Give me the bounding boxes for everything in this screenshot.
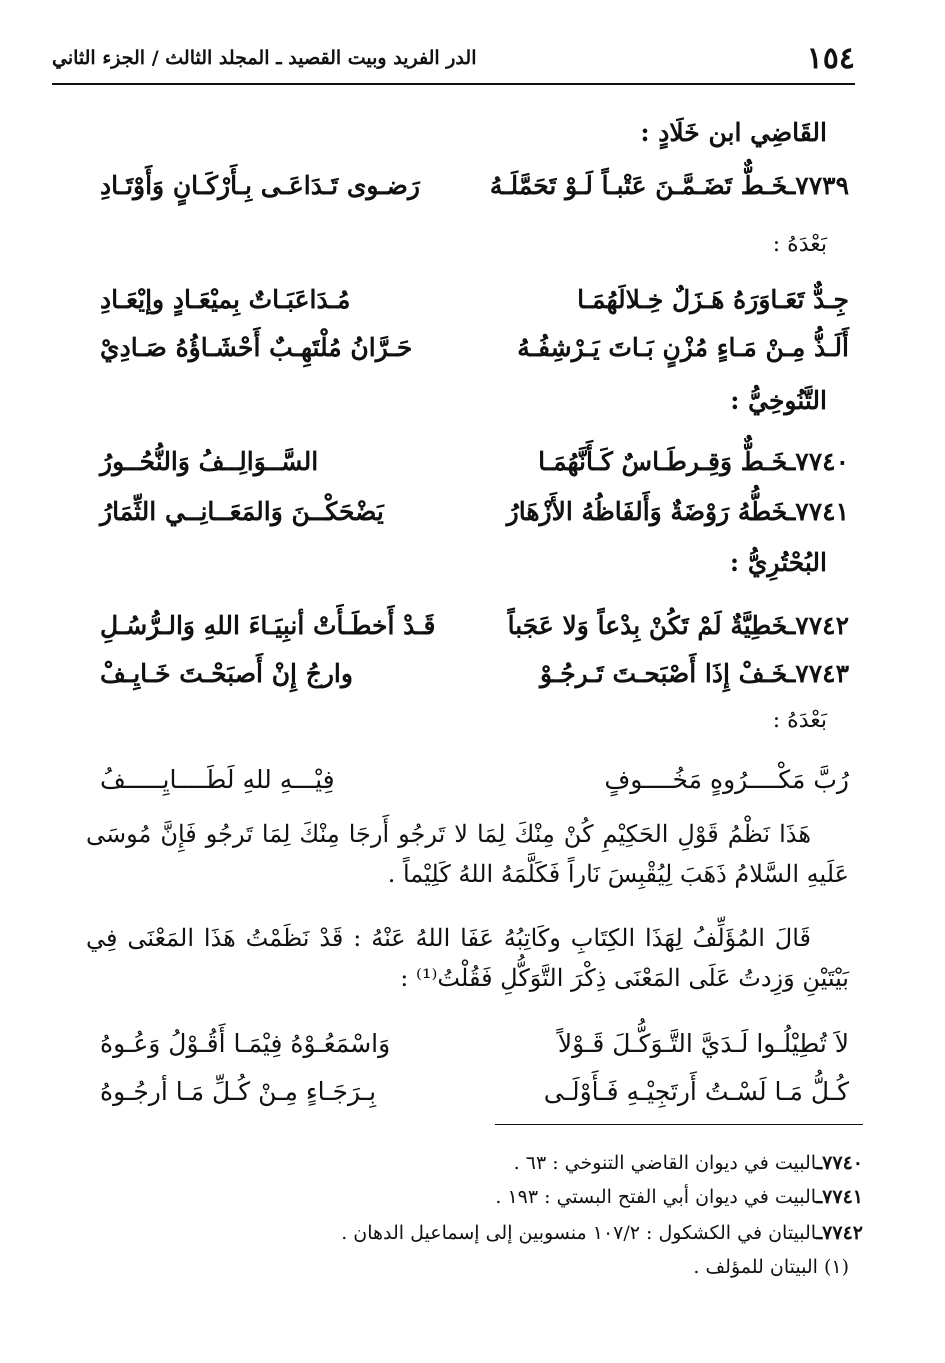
verse-first-hemistich: أَلَـذُّ مِـنْ مَـاءٍ مُزْنٍ بَـاتَ يَـرْشِفُـهُ (517, 332, 849, 362)
poet-heading: التَّنُوخِيُّ : (730, 386, 827, 415)
verse (100, 1070, 849, 1112)
verse-number: ٧٧٤٣ـ (787, 658, 849, 688)
paragraph: قَالَ المُؤَلِّفُ لِهَذَا الكِتَابِ وكَاتِبُهُ عَفَا اللهُ عَنْهُ : قَدْ نَظَمْتُ هَذَا المَعْنَى فِي بَيْتَيْنِ وَزِدتُ عَلَى المَعْنَى ذِكْرَ التَّوَكُّلِ فَقُلْتُ⁽¹⁾ : (86, 924, 849, 992)
footnote-text: البيتان في الكشكول : ١٠٧/٢ منسوبين إلى إسماعيل الدهان . (341, 1222, 817, 1244)
verse-first-hemistich: ٧٧٤٢ـخَطِيَّةٌ لَمْ تَكُنْ بِدْعاً وَلا عَجَباً (507, 610, 849, 640)
verse-first-hemistich: ٧٧٤١ـخَطُّهُ رَوْضَةٌ وَأَلفَاظُهُ الأَزْهَارُ (506, 496, 849, 526)
verse-second-hemistich: وارجُ إِنْ أَصبَحْـتَ خَـايِـفْ (100, 658, 353, 688)
after-label: بَعْدَهُ : (772, 232, 827, 257)
verse-first-hemistich: ٧٧٤٣ـخَـفْ إِذَا أَصْبَحـتَ تَـرجُـوْ (539, 658, 849, 688)
verse (100, 326, 849, 368)
poet-heading: البُحْتُرِيُّ : (729, 548, 827, 577)
footnote (514, 1152, 863, 1174)
footnote-text: البيتان للمؤلف . (693, 1256, 818, 1278)
verse-7742 (100, 604, 849, 646)
after-label: بَعْدَهُ : (772, 708, 827, 733)
footnote (693, 1256, 849, 1278)
verse-second-hemistich: مُـدَاعَبَـاتٌ بِميْعَـادٍ وإيْعَـادِ (100, 284, 351, 314)
footnote (495, 1186, 863, 1208)
verse-first-hemistich: ٧٧٣٩ـخَـطٌّ تَضَـمَّـنَ عَتْبـاً لَـوْ تَحَمَّلَـهُ (489, 170, 849, 200)
footnote-text: البيت في ديوان أبي الفتح البستي : ١٩٣ . (495, 1186, 817, 1208)
verse-7740 (100, 440, 849, 482)
footnote (341, 1222, 863, 1244)
verse-second-hemistich: بِـرَجَـاءٍ مِـنْ كُـلِّ مَـا أرجُـوهُ (100, 1076, 377, 1106)
verse-number: ٧٧٤٠ـ (787, 446, 849, 476)
verse (100, 758, 849, 800)
header-rule (52, 83, 855, 85)
footnote-number: ٧٧٤١ـ (816, 1186, 863, 1208)
verse-7741 (100, 490, 849, 532)
verse-number: ٧٧٤٢ـ (787, 610, 849, 640)
verse-7739 (100, 164, 849, 206)
verse-first-hemistich: جِـدٌّ تَعَـاوَرَهُ هَـزَلٌ خِـلالَهُمَـا (577, 284, 849, 314)
verse (100, 1022, 849, 1064)
verse (100, 278, 849, 320)
footnote-separator (495, 1124, 863, 1125)
paragraph: هَذَا نَظْمُ قَوْلِ الحَكِيْمِ كُنْ مِنْكَ لِمَا لا تَرجُو أَرجَا مِنْكَ لِمَا تَرجُو فَإِنَّ مُوسَى عَلَيهِ السَّلامُ ذَهَبَ لِيُقْبِسَ نَاراً فَكَلَّمَهُ اللهُ كَلِيْماً . (86, 820, 849, 888)
running-title: الدر الفريد وبيت القصيد ـ المجلد الثالث / الجزء الثاني (52, 47, 477, 69)
verse-first-hemistich: ٧٧٤٠ـخَـطٌّ وَقِـرطَـاسٌ كَـأَنَّهُمَـا (538, 446, 849, 476)
verse-first-hemistich: لاَ تُطِيْلُـوا لَـدَيَّ التَّـوَكُّـلَ قَـوْلاً (557, 1028, 849, 1058)
verse-second-hemistich: قَـدْ أَخطَـأَتْ أنبِيَـاءَ اللهِ وَالـرُّسُـلِ (100, 610, 436, 640)
verse-first-hemistich: رُبَّ مَكْــــرُوهٍ مَخُــــوفٍ (604, 764, 849, 794)
verse-number: ٧٧٤١ـ (787, 496, 849, 526)
poet-heading: القَاضِي ابن خَلَادٍ : (640, 118, 827, 147)
verse-second-hemistich: وَاسْمَعُـوْهُ فِيْمَـا أَقُـوْلُ وَعُـوهُ (100, 1028, 391, 1058)
footnote-number: ٧٧٤٠ـ (816, 1152, 863, 1174)
verse-second-hemistich: رَضـوى تَـدَاعَـى بِـأَرْكَـانٍ وَأَوْتَـادِ (100, 170, 420, 200)
page-number: ١٥٤ (806, 40, 855, 76)
verse-second-hemistich: السَّــوَالِــفُ وَالنُّحُــورُ (100, 446, 319, 476)
verse-7743 (100, 652, 849, 694)
verse-second-hemistich: فِيْـــهِ للهِ لَطَــــايِـــــفُ (100, 764, 335, 794)
verse-second-hemistich: يَضْحَكْــنَ وَالمَعَــانِــي الثِّمَارُ (100, 496, 384, 526)
verse-number: ٧٧٣٩ـ (787, 170, 849, 200)
footnote-number: (١) (823, 1256, 849, 1278)
footnote-number: ٧٧٤٢ـ (816, 1222, 863, 1244)
page-header (52, 36, 855, 80)
footnote-text: البيت في ديوان القاضي التنوخي : ٦٣ . (513, 1152, 817, 1174)
verse-first-hemistich: كُـلُّ مَـا لَسْـتُ أَرتَجِيْـهِ فَـأَوْلَـى (543, 1076, 849, 1106)
verse-second-hemistich: حَـرَّانُ مُلْتَهِـبٌ أَحْشَـاؤُهُ صَـادِيْ (100, 332, 413, 362)
